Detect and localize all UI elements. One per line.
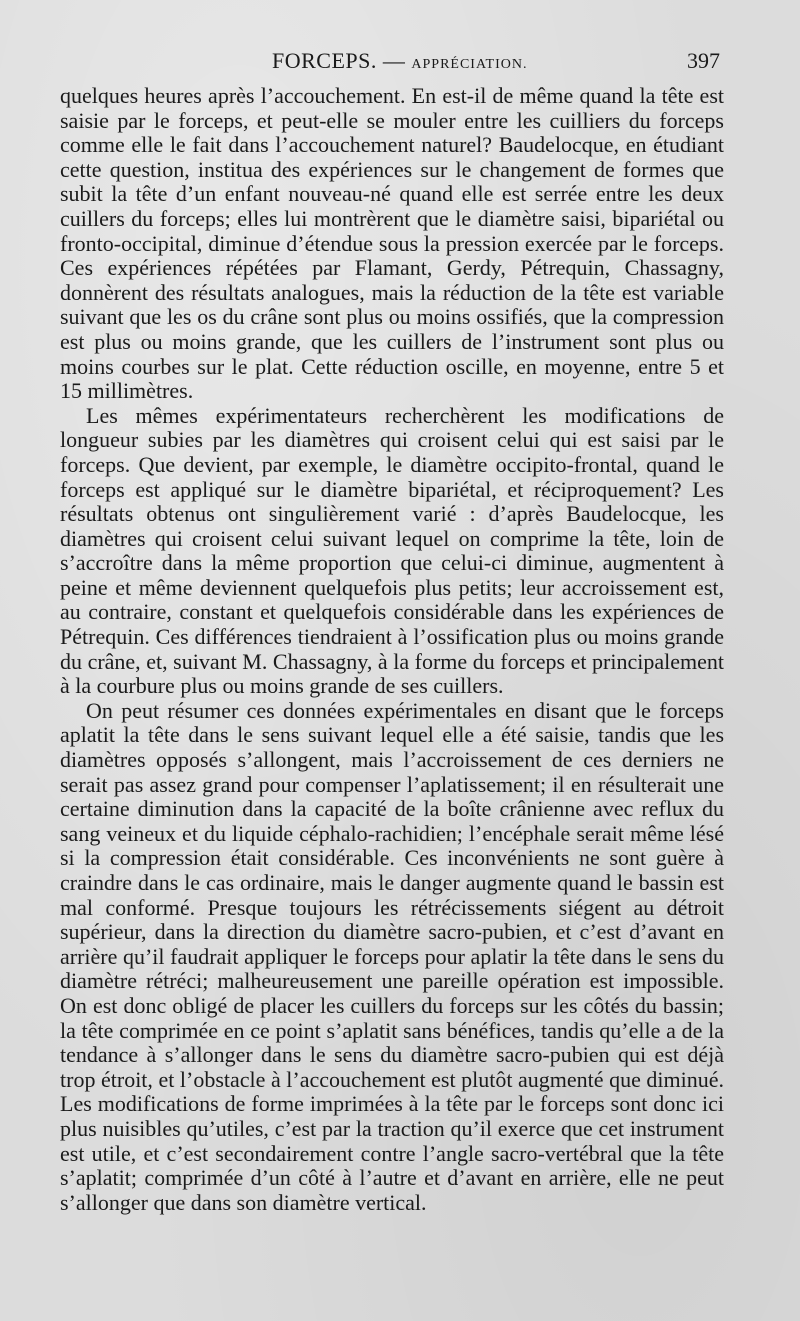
body-text (60, 84, 724, 1215)
running-title-main: FORCEPS. — (272, 48, 412, 73)
paragraph-2: Les mêmes expérimentateurs recherchèrent les modifications de longueur subies par les diamètres qui croisent celui qui est saisi par le forceps. Que devient, par exemple, le diamètre occipito-frontal, quand le forceps est appliqué sur le diamètre bipariétal, et réciproquement? Les résultats obtenus ont singulièrement varié : d’après Baudelocque, les diamètres qui croisent celui suivant lequel on comprime la tête, loin de s’accroître dans la même proportion que celui-ci diminue, augmentent à peine et même deviennent quelquefois plus petits; leur accroissement est, au contraire, constant et quelquefois considérable dans les expériences de Pétrequin. Ces différences tiendraient à l’ossification plus ou moins grande du crâne, et, suivant M. Chassagny, à la forme du forceps et principalement à la courbure plus ou moins grande de ses cuillers. (60, 402, 724, 699)
paragraph-1: quelques heures après l’accouchement. En est-il de même quand la tête est saisie par le forceps, et peut-elle se mouler entre les cuilliers du forceps comme elle le fait dans l’accouchement naturel? Baudelocque, en étudiant cette question, institua des expériences sur le changement de formes que subit la tête d’un enfant nouveau-né quand elle est serrée entre les deux cuillers du forceps; elles lui montrèrent que le diamètre saisi, bipariétal ou fronto-occipital, diminue d’étendue sous la pression exercée par le forceps. Ces expériences répétées par Flamant, Gerdy, Pétrequin, Chassagny, donnèrent des résultats analogues, mais la réduction de la tête est variable suivant que les os du crâne sont plus ou moins ossifiés, que la compression est plus ou moins grande, que les cuillers de l’instrument sont plus ou moins courbes sur le plat. Cette réduction oscille, en moyenne, entre 5 et 15 millimètres. (60, 83, 724, 404)
page-header (58, 46, 726, 76)
running-title (272, 48, 527, 74)
paragraph-3: On peut résumer ces données expérimentales en disant que le forceps aplatit la tête dans le sens suivant lequel elle a été saisie, tandis que les diamètres opposés s’allongent, mais l’accroissement de ces derniers ne serait pas assez grand pour compenser l’aplatissement; il en résulterait une certaine diminution dans la capacité de la boîte crânienne avec reflux du sang veineux et du liquide céphalo-rachidien; l’encéphale serait même lésé si la compression était considérable. Ces inconvénients ne sont guère à craindre dans le cas ordinaire, mais le danger augmente quand le bassin est mal conformé. Presque toujours les rétrécissements siégent au détroit supérieur, dans la direction du diamètre sacro-pubien, et c’est d’avant en arrière qu’il faudrait appliquer le forceps pour aplatir la tête dans le sens du diamètre rétréci; malheureusement une pareille opération est impossible. On est donc obligé de placer les cuillers du forceps sur les côtés du bassin; la tête comprimée en ce point s’aplatit sans bénéfices, tandis qu’elle a de la tendance à s’allonger dans le sens du diamètre sacro-pubien qui est déjà trop étroit, et l’obstacle à l’accouchement est plutôt augmenté que diminué. Les modifications de forme imprimées à la tête par le forceps sont donc ici plus nuisibles qu’utiles, c’est par la traction qu’il exerce que cet instrument est utile, et c’est secondairement contre l’angle sacro-vertébral que la tête s’aplatit; comprimée d’un côté à l’autre et d’avant en arrière, elle ne peut s’allonger que dans son diamètre vertical. (60, 697, 724, 1215)
page-number: 397 (687, 48, 720, 73)
running-title-sub: APPRÉCIATION. (411, 57, 528, 72)
